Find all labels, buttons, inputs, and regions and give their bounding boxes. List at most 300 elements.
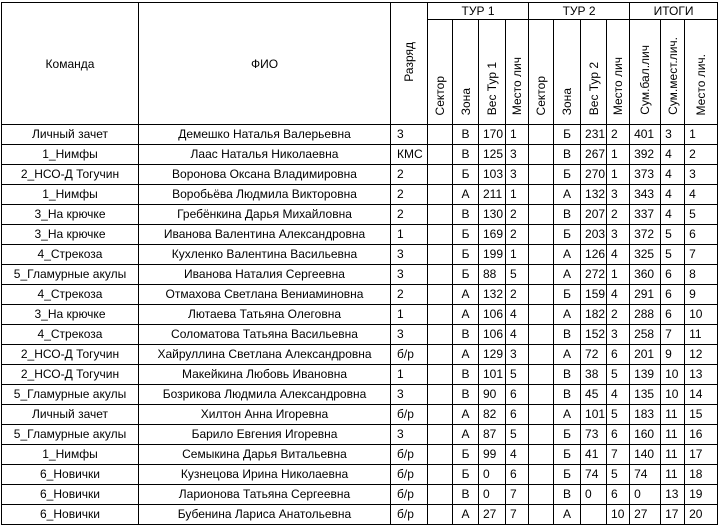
cell-place-total: 5 <box>685 205 718 225</box>
header-zone1 <box>453 20 479 125</box>
cell-sum-points: 139 <box>630 365 661 385</box>
cell-team: 2_НСО-Д Тогучин <box>2 165 139 185</box>
table-row <box>2 285 718 305</box>
cell-sector1 <box>428 485 453 505</box>
cell-rank: 3 <box>391 245 428 265</box>
cell-fio: Иванова Валентина Александровна <box>139 225 391 245</box>
cell-sum-places: 9 <box>661 345 685 365</box>
cell-sum-points: 135 <box>630 385 661 405</box>
cell-place-total: 3 <box>685 165 718 185</box>
cell-zone1: В <box>453 205 479 225</box>
cell-zone2: А <box>554 245 581 265</box>
cell-place2: 5 <box>607 405 630 425</box>
header-place1-label: Место лич <box>510 56 525 115</box>
cell-zone1: А <box>453 505 479 525</box>
header-team <box>2 3 139 125</box>
cell-zone1: Б <box>453 165 479 185</box>
cell-place1: 5 <box>506 425 529 445</box>
cell-team: 5_Гламурные акулы <box>2 385 139 405</box>
table-row <box>2 165 718 185</box>
cell-weight2: 101 <box>581 405 607 425</box>
cell-place-total: 15 <box>685 405 718 425</box>
cell-sector2 <box>529 385 554 405</box>
cell-sum-places: 10 <box>661 385 685 405</box>
cell-place1: 4 <box>506 305 529 325</box>
cell-fio: Отмахова Светлана Вениаминовна <box>139 285 391 305</box>
cell-zone1: Б <box>453 265 479 285</box>
cell-place2: 2 <box>607 305 630 325</box>
cell-sum-points: 140 <box>630 445 661 465</box>
cell-team: Личный зачет <box>2 405 139 425</box>
cell-weight2: 73 <box>581 425 607 445</box>
cell-place1: 3 <box>506 165 529 185</box>
cell-sector2 <box>529 405 554 425</box>
cell-place2: 3 <box>607 325 630 345</box>
cell-sector1 <box>428 145 453 165</box>
cell-zone2: Б <box>554 225 581 245</box>
cell-sum-places: 6 <box>661 265 685 285</box>
cell-weight1: 101 <box>479 365 506 385</box>
cell-place2: 6 <box>607 485 630 505</box>
cell-weight1: 130 <box>479 205 506 225</box>
cell-sum-points: 0 <box>630 485 661 505</box>
cell-zone2: А <box>554 345 581 365</box>
cell-place1: 2 <box>506 205 529 225</box>
cell-sum-places: 13 <box>661 485 685 505</box>
cell-weight2: 38 <box>581 365 607 385</box>
cell-place-total: 9 <box>685 285 718 305</box>
cell-rank: 3 <box>391 385 428 405</box>
cell-sector1 <box>428 225 453 245</box>
cell-team: Личный зачет <box>2 125 139 145</box>
cell-rank: б/р <box>391 405 428 425</box>
cell-fio: Воробьёва Людмила Викторовна <box>139 185 391 205</box>
table-row <box>2 365 718 385</box>
cell-place-total: 19 <box>685 485 718 505</box>
cell-rank: б/р <box>391 465 428 485</box>
header-fio <box>139 3 391 125</box>
cell-fio: Бозрикова Людмила Александровна <box>139 385 391 405</box>
cell-zone2: А <box>554 405 581 425</box>
cell-zone2: А <box>554 265 581 285</box>
cell-place1: 4 <box>506 445 529 465</box>
table-header <box>2 3 718 125</box>
cell-place-total: 17 <box>685 445 718 465</box>
cell-weight1: 0 <box>479 485 506 505</box>
cell-zone2: В <box>554 485 581 505</box>
cell-zone1: А <box>453 185 479 205</box>
header-tour2-label: ТУР 2 <box>562 4 596 18</box>
cell-fio: Ларионова Татьяна Сергеевна <box>139 485 391 505</box>
cell-sum-places: 5 <box>661 225 685 245</box>
cell-fio: Кухленко Валентина Васильевна <box>139 245 391 265</box>
cell-sector2 <box>529 465 554 485</box>
cell-sector1 <box>428 305 453 325</box>
header-sector1 <box>428 20 453 125</box>
cell-place2: 4 <box>607 245 630 265</box>
cell-place2: 3 <box>607 225 630 245</box>
cell-zone2: А <box>554 505 581 525</box>
header-fio-label: ФИО <box>250 56 279 71</box>
cell-rank: б/р <box>391 445 428 465</box>
cell-place1: 5 <box>506 365 529 385</box>
cell-sector1 <box>428 125 453 145</box>
cell-sector1 <box>428 445 453 465</box>
cell-fio: Бубенина Лариса Анатольевна <box>139 505 391 525</box>
cell-sum-places: 6 <box>661 305 685 325</box>
cell-sum-points: 360 <box>630 265 661 285</box>
cell-rank: 1 <box>391 225 428 245</box>
cell-place2: 2 <box>607 205 630 225</box>
cell-sector1 <box>428 265 453 285</box>
cell-zone1: В <box>453 145 479 165</box>
cell-zone2: Б <box>554 165 581 185</box>
cell-place2: 5 <box>607 365 630 385</box>
cell-weight2: 270 <box>581 165 607 185</box>
cell-sector1 <box>428 505 453 525</box>
cell-place-total: 11 <box>685 325 718 345</box>
cell-place1: 5 <box>506 265 529 285</box>
cell-fio: Семыкина Дарья Витальевна <box>139 445 391 465</box>
cell-place-total: 13 <box>685 365 718 385</box>
header-tour1-label: ТУР 1 <box>461 4 495 18</box>
cell-zone2: В <box>554 325 581 345</box>
cell-zone2: А <box>554 305 581 325</box>
cell-zone1: Б <box>453 225 479 245</box>
header-weight2 <box>581 20 607 125</box>
cell-place-total: 12 <box>685 345 718 365</box>
header-totals-label: ИТОГИ <box>653 4 694 18</box>
cell-zone1: А <box>453 405 479 425</box>
cell-place1: 2 <box>506 225 529 245</box>
cell-sum-points: 183 <box>630 405 661 425</box>
table-row <box>2 305 718 325</box>
cell-weight2: 272 <box>581 265 607 285</box>
cell-sector2 <box>529 145 554 165</box>
cell-place1: 6 <box>506 385 529 405</box>
cell-place2: 7 <box>607 445 630 465</box>
cell-rank: 2 <box>391 185 428 205</box>
cell-weight1: 125 <box>479 145 506 165</box>
header-place2 <box>607 20 630 125</box>
cell-team: 3_На крючке <box>2 205 139 225</box>
cell-fio: Лаас Наталья Николаевна <box>139 145 391 165</box>
cell-sector1 <box>428 465 453 485</box>
cell-place-total: 20 <box>685 505 718 525</box>
cell-fio: Кузнецова Ирина Николаевна <box>139 465 391 485</box>
table-row <box>2 145 718 165</box>
cell-weight1: 132 <box>479 285 506 305</box>
cell-zone2: А <box>554 185 581 205</box>
cell-place-total: 7 <box>685 245 718 265</box>
table-row <box>2 345 718 365</box>
cell-team: 6_Новички <box>2 505 139 525</box>
cell-weight1: 106 <box>479 305 506 325</box>
header-sector2 <box>529 20 554 125</box>
cell-place1: 3 <box>506 145 529 165</box>
table-row <box>2 465 718 485</box>
header-rank <box>391 3 428 125</box>
table-body <box>2 125 718 525</box>
cell-sum-points: 392 <box>630 145 661 165</box>
cell-place-total: 1 <box>685 125 718 145</box>
cell-weight2: 45 <box>581 385 607 405</box>
cell-team: 5_Гламурные акулы <box>2 425 139 445</box>
cell-sum-places: 11 <box>661 445 685 465</box>
cell-team: 1_Нимфы <box>2 145 139 165</box>
cell-sector1 <box>428 425 453 445</box>
cell-weight2: 207 <box>581 205 607 225</box>
cell-zone1: Б <box>453 465 479 485</box>
cell-place2: 6 <box>607 425 630 445</box>
cell-sector2 <box>529 285 554 305</box>
cell-sum-places: 5 <box>661 245 685 265</box>
cell-weight1: 87 <box>479 425 506 445</box>
cell-zone1: В <box>453 125 479 145</box>
cell-rank: 2 <box>391 285 428 305</box>
cell-rank: б/р <box>391 345 428 365</box>
cell-fio: Хилтон Анна Игоревна <box>139 405 391 425</box>
header-sum-places <box>661 20 685 125</box>
cell-place2: 6 <box>607 345 630 365</box>
cell-sum-points: 401 <box>630 125 661 145</box>
cell-sector2 <box>529 365 554 385</box>
header-zone2 <box>554 20 581 125</box>
cell-weight2: 0 <box>581 485 607 505</box>
cell-sector2 <box>529 305 554 325</box>
cell-place2: 5 <box>607 465 630 485</box>
cell-sum-places: 3 <box>661 125 685 145</box>
header-totals <box>630 3 718 20</box>
cell-place-total: 8 <box>685 265 718 285</box>
cell-rank: 3 <box>391 425 428 445</box>
header-weight2-label: Вес Тур 2 <box>586 61 601 115</box>
cell-sector1 <box>428 365 453 385</box>
cell-place1: 3 <box>506 345 529 365</box>
table-row <box>2 445 718 465</box>
cell-rank: б/р <box>391 505 428 525</box>
cell-team: 6_Новички <box>2 465 139 485</box>
cell-place-total: 4 <box>685 185 718 205</box>
cell-sum-points: 337 <box>630 205 661 225</box>
cell-sum-places: 4 <box>661 205 685 225</box>
table-row <box>2 245 718 265</box>
cell-fio: Иванова Наталия Сергеевна <box>139 265 391 285</box>
cell-sector1 <box>428 345 453 365</box>
cell-place1: 6 <box>506 405 529 425</box>
cell-sum-points: 325 <box>630 245 661 265</box>
cell-place1: 6 <box>506 465 529 485</box>
cell-rank: 2 <box>391 205 428 225</box>
cell-sum-points: 201 <box>630 345 661 365</box>
cell-sum-places: 11 <box>661 465 685 485</box>
cell-place-total: 16 <box>685 425 718 445</box>
cell-sum-points: 288 <box>630 305 661 325</box>
cell-weight1: 170 <box>479 125 506 145</box>
cell-weight1: 211 <box>479 185 506 205</box>
cell-zone1: Б <box>453 445 479 465</box>
cell-sector2 <box>529 325 554 345</box>
cell-place2: 4 <box>607 385 630 405</box>
cell-sector2 <box>529 185 554 205</box>
cell-weight1: 88 <box>479 265 506 285</box>
cell-rank: 1 <box>391 365 428 385</box>
cell-fio: Макейкина Любовь Ивановна <box>139 365 391 385</box>
cell-weight1: 0 <box>479 465 506 485</box>
cell-zone1: В <box>453 365 479 385</box>
cell-sum-places: 4 <box>661 165 685 185</box>
cell-place1: 1 <box>506 125 529 145</box>
cell-place2: 2 <box>607 125 630 145</box>
header-tour2 <box>529 3 630 20</box>
cell-place-total: 14 <box>685 385 718 405</box>
cell-sector2 <box>529 205 554 225</box>
cell-sum-points: 373 <box>630 165 661 185</box>
cell-weight1: 90 <box>479 385 506 405</box>
cell-sector2 <box>529 245 554 265</box>
header-team-label: Команда <box>45 56 95 71</box>
header-place1 <box>506 20 529 125</box>
cell-sum-points: 343 <box>630 185 661 205</box>
cell-sum-points: 258 <box>630 325 661 345</box>
cell-sum-places: 7 <box>661 325 685 345</box>
cell-sum-points: 160 <box>630 425 661 445</box>
cell-team: 4_Стрекоза <box>2 245 139 265</box>
cell-weight2: 267 <box>581 145 607 165</box>
header-rank-label: Разряд <box>402 42 416 82</box>
cell-weight2: 126 <box>581 245 607 265</box>
cell-place1: 2 <box>506 285 529 305</box>
cell-weight2: 231 <box>581 125 607 145</box>
cell-weight2: 182 <box>581 305 607 325</box>
table-row <box>2 405 718 425</box>
cell-zone2: В <box>554 205 581 225</box>
cell-sector2 <box>529 165 554 185</box>
cell-rank: б/р <box>391 485 428 505</box>
cell-zone1: А <box>453 345 479 365</box>
cell-sum-places: 11 <box>661 405 685 425</box>
cell-sector1 <box>428 325 453 345</box>
cell-place2: 1 <box>607 165 630 185</box>
cell-weight1: 103 <box>479 165 506 185</box>
cell-place1: 7 <box>506 505 529 525</box>
cell-sum-points: 27 <box>630 505 661 525</box>
cell-weight1: 199 <box>479 245 506 265</box>
cell-weight1: 99 <box>479 445 506 465</box>
cell-zone1: В <box>453 325 479 345</box>
cell-place-total: 18 <box>685 465 718 485</box>
cell-sum-places: 11 <box>661 425 685 445</box>
cell-sector2 <box>529 425 554 445</box>
cell-zone2: Б <box>554 425 581 445</box>
table-row <box>2 205 718 225</box>
cell-team: 4_Стрекоза <box>2 325 139 345</box>
cell-weight2: 132 <box>581 185 607 205</box>
header-weight1-label: Вес Тур 1 <box>485 61 499 115</box>
cell-sector1 <box>428 285 453 305</box>
cell-sector1 <box>428 385 453 405</box>
cell-place2: 1 <box>607 265 630 285</box>
cell-place2: 10 <box>607 505 630 525</box>
cell-sector2 <box>529 225 554 245</box>
cell-place-total: 6 <box>685 225 718 245</box>
cell-sector2 <box>529 125 554 145</box>
cell-zone2: Б <box>554 285 581 305</box>
header-sum-places-label: Сум.мест.лич. <box>665 37 680 115</box>
cell-rank: 3 <box>391 325 428 345</box>
cell-place1: 1 <box>506 245 529 265</box>
cell-rank: 2 <box>391 165 428 185</box>
cell-zone1: А <box>453 425 479 445</box>
cell-sum-places: 10 <box>661 365 685 385</box>
cell-team: 6_Новички <box>2 485 139 505</box>
cell-zone2: Б <box>554 465 581 485</box>
cell-weight2 <box>581 505 607 525</box>
cell-team: 2_НСО-Д Тогучин <box>2 365 139 385</box>
table-row <box>2 265 718 285</box>
cell-sum-places: 4 <box>661 145 685 165</box>
cell-weight2: 72 <box>581 345 607 365</box>
cell-weight2: 152 <box>581 325 607 345</box>
cell-team: 2_НСО-Д Тогучин <box>2 345 139 365</box>
cell-team: 4_Стрекоза <box>2 285 139 305</box>
cell-rank: 3 <box>391 125 428 145</box>
cell-sum-points: 74 <box>630 465 661 485</box>
cell-weight1: 27 <box>479 505 506 525</box>
header-sum-points <box>630 20 661 125</box>
cell-sector1 <box>428 185 453 205</box>
cell-rank: 3 <box>391 265 428 285</box>
table-row <box>2 385 718 405</box>
cell-zone1: А <box>453 305 479 325</box>
cell-zone1: В <box>453 385 479 405</box>
header-zone1-label: Зона <box>458 87 473 115</box>
cell-weight1: 106 <box>479 325 506 345</box>
cell-sector1 <box>428 405 453 425</box>
cell-weight2: 159 <box>581 285 607 305</box>
table-row <box>2 325 718 345</box>
cell-zone1: В <box>453 485 479 505</box>
cell-place1: 1 <box>506 185 529 205</box>
cell-sum-places: 4 <box>661 185 685 205</box>
header-place2-label: Место лич <box>611 56 626 115</box>
cell-sector2 <box>529 265 554 285</box>
cell-sector2 <box>529 505 554 525</box>
cell-place2: 3 <box>607 185 630 205</box>
cell-sector1 <box>428 205 453 225</box>
cell-sum-places: 17 <box>661 505 685 525</box>
cell-sector2 <box>529 345 554 365</box>
cell-place1: 4 <box>506 325 529 345</box>
results-table <box>1 2 718 525</box>
cell-zone2: Б <box>554 125 581 145</box>
cell-fio: Воронова Оксана Владимировна <box>139 165 391 185</box>
cell-place2: 4 <box>607 285 630 305</box>
cell-team: 1_Нимфы <box>2 185 139 205</box>
cell-zone2: В <box>554 385 581 405</box>
header-sector2-label: Сектор <box>534 75 549 115</box>
cell-weight2: 41 <box>581 445 607 465</box>
cell-sector2 <box>529 485 554 505</box>
cell-sector1 <box>428 165 453 185</box>
cell-team: 3_На крючке <box>2 225 139 245</box>
cell-weight1: 129 <box>479 345 506 365</box>
cell-fio: Хайруллина Светлана Александровна <box>139 345 391 365</box>
cell-fio: Лютаева Татьяна Олеговна <box>139 305 391 325</box>
cell-place1: 7 <box>506 485 529 505</box>
table-row <box>2 505 718 525</box>
cell-place2: 1 <box>607 145 630 165</box>
